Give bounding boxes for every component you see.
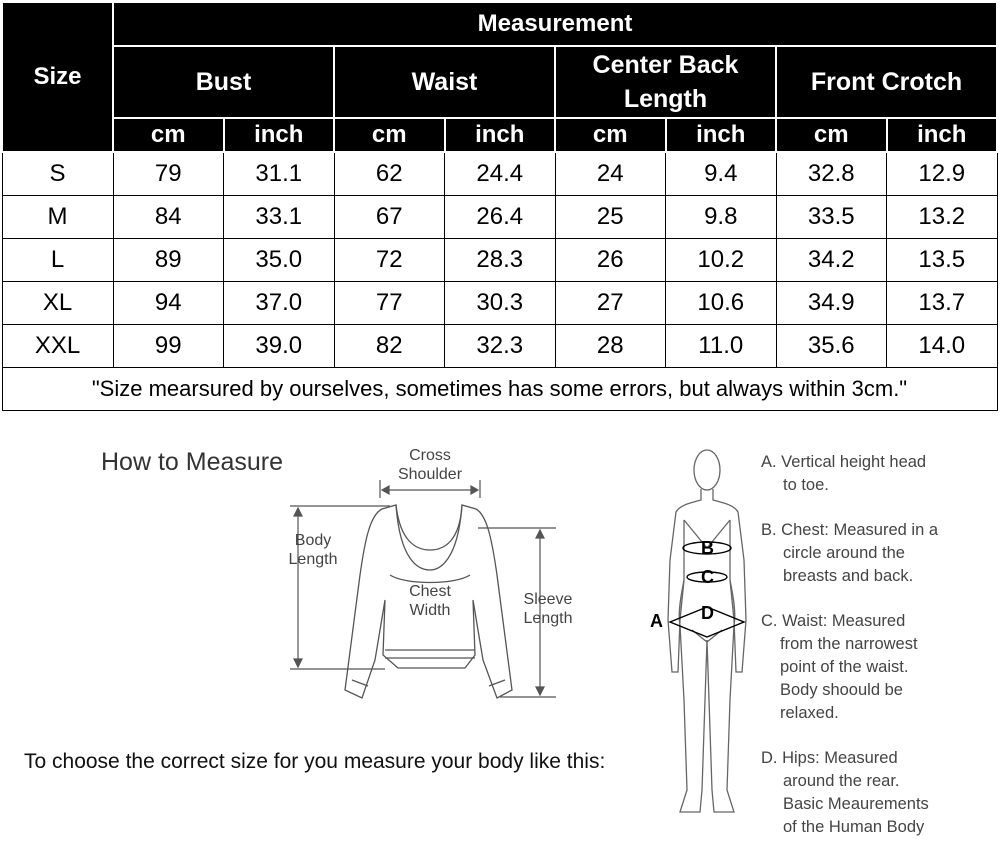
value-cell: 13.5	[887, 239, 998, 282]
size-cell: XXL	[2, 325, 113, 368]
size-table	[1, 1, 998, 411]
table-row	[2, 196, 997, 239]
value-cell: 62	[334, 152, 445, 196]
value-cell: 99	[113, 325, 224, 368]
body-length-label: Body Length	[288, 532, 338, 568]
value-cell: 39.0	[224, 325, 335, 368]
group-header-bust: Bust	[113, 46, 334, 118]
center-back-length-text: Center Back Length	[592, 51, 739, 113]
size-cell: S	[2, 152, 113, 196]
body-letter-b: B	[701, 538, 714, 558]
value-cell: 11.0	[666, 325, 777, 368]
size-cell: M	[2, 196, 113, 239]
value-cell: 84	[113, 196, 224, 239]
value-cell: 31.1	[224, 152, 335, 196]
sleeve-length-label: Sleeve Length	[523, 591, 573, 627]
value-cell: 77	[334, 282, 445, 325]
value-cell: 27	[555, 282, 666, 325]
legend-item-d: D. Hips: Measured around the rear. Basic Meaurements of the Human Body	[761, 749, 929, 836]
value-cell: 13.7	[887, 282, 998, 325]
value-cell: 25	[555, 196, 666, 239]
unit-header: inch	[887, 118, 998, 152]
value-cell: 28	[555, 325, 666, 368]
value-cell: 10.6	[666, 282, 777, 325]
unit-header: cm	[113, 118, 224, 152]
measurement-header: Measurement	[113, 2, 997, 46]
how-to-measure-title: How to Measure	[101, 448, 284, 476]
unit-header: inch	[224, 118, 335, 152]
value-cell: 33.5	[776, 196, 887, 239]
group-header-center-back-length	[555, 46, 776, 118]
size-note: "Size mearsured by ourselves, sometimes has some errors, but always within 3cm."	[2, 368, 997, 411]
body-letter-d: D	[701, 603, 714, 623]
value-cell: 28.3	[445, 239, 556, 282]
legend-item-c: C. Waist: Measured from the narrowest point of the waist. Body shoould be relaxed.	[761, 612, 918, 722]
table-row	[2, 239, 997, 282]
value-cell: 32.8	[776, 152, 887, 196]
value-cell: 24	[555, 152, 666, 196]
size-header: Size	[2, 2, 113, 152]
group-header-front-crotch: Front Crotch	[776, 46, 997, 118]
value-cell: 12.9	[887, 152, 998, 196]
chest-width-label: Chest Width	[409, 583, 451, 619]
value-cell: 24.4	[445, 152, 556, 196]
cross-shoulder-label: Cross Shoulder	[397, 447, 463, 483]
body-figure-diagram	[652, 442, 762, 827]
legend-item-a: A. Vertical height head to toe.	[761, 453, 927, 494]
value-cell: 33.1	[224, 196, 335, 239]
value-cell: 26	[555, 239, 666, 282]
value-cell: 9.4	[666, 152, 777, 196]
value-cell: 34.2	[776, 239, 887, 282]
unit-header: cm	[555, 118, 666, 152]
value-cell: 89	[113, 239, 224, 282]
table-row	[2, 325, 997, 368]
value-cell: 10.2	[666, 239, 777, 282]
value-cell: 13.2	[887, 196, 998, 239]
unit-header: cm	[334, 118, 445, 152]
value-cell: 32.3	[445, 325, 556, 368]
unit-header: cm	[776, 118, 887, 152]
value-cell: 9.8	[666, 196, 777, 239]
body-letter-c: C	[701, 567, 714, 587]
choose-size-instruction: To choose the correct size for you measure your body like this:	[24, 750, 606, 773]
value-cell: 82	[334, 325, 445, 368]
table-row	[2, 282, 997, 325]
value-cell: 67	[334, 196, 445, 239]
value-cell: 26.4	[445, 196, 556, 239]
value-cell: 79	[113, 152, 224, 196]
value-cell: 35.0	[224, 239, 335, 282]
body-letter-a: A	[650, 611, 663, 631]
group-header-waist: Waist	[334, 46, 555, 118]
value-cell: 34.9	[776, 282, 887, 325]
table-row	[2, 152, 997, 196]
size-cell: XL	[2, 282, 113, 325]
value-cell: 30.3	[445, 282, 556, 325]
value-cell: 35.6	[776, 325, 887, 368]
unit-header: inch	[445, 118, 556, 152]
unit-header: inch	[666, 118, 777, 152]
size-cell: L	[2, 239, 113, 282]
value-cell: 94	[113, 282, 224, 325]
value-cell: 14.0	[887, 325, 998, 368]
value-cell: 72	[334, 239, 445, 282]
value-cell: 37.0	[224, 282, 335, 325]
legend-item-b: B. Chest: Measured in a circle around the breasts and back.	[761, 521, 939, 585]
